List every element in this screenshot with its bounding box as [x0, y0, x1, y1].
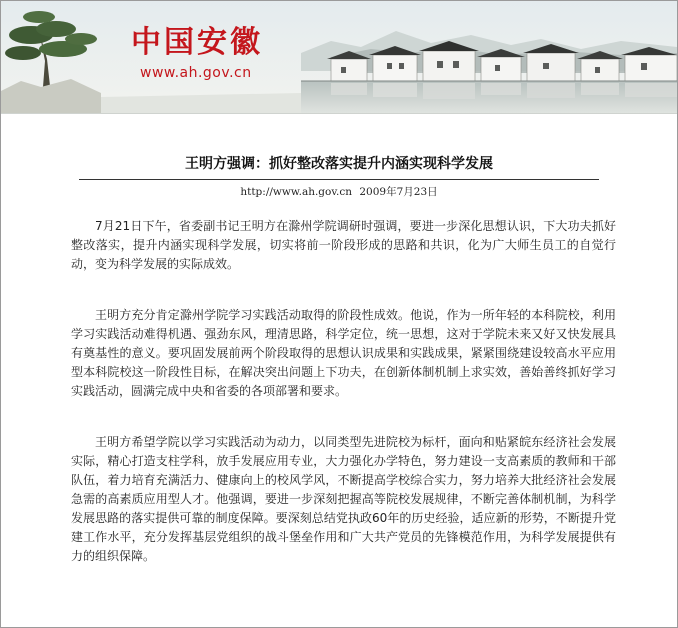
site-url: www.ah.gov.cn: [140, 65, 252, 81]
site-name: 中国安徽: [131, 25, 263, 60]
article-title: 王明方强调：抓好整改落实提升内涵实现科学发展: [185, 156, 493, 172]
article-body: [71, 217, 616, 566]
paragraph: 王明方希望学院以学习实践活动为动力，以同类型先进院校为标杆，面向和贴紧皖东经济社会发展实际，精心打造支柱学科，放手发展应用专业，大力强化办学特色，努力建设一支高素质的教师和干部队伍，着力培育充满活力、健康向上的校风学风，不断提高学校综合实力，努力培养大批经济社会发展急需的高素质应用型人才。他强调，要进一步深刻把握高等院校发展规律，不断完善体制机制，为科学发展思路的落实提供可靠的制度保障。要深刻总结党执政60年的历史经验，适应新的形势，不断提升党建工作水平，充分发挥基层党组织的战斗堡垒作用和广大共产党员的先锋模范作用，为科学发展提供有力的组织保障。: [71, 435, 616, 563]
article-meta: [1, 184, 677, 199]
title-divider: [79, 179, 599, 180]
publish-date: 2009年7月23日: [359, 186, 438, 198]
paragraph: 王明方充分肯定滁州学院学习实践活动取得的阶段性成效。他说，作为一所年轻的本科院校，利用学习实践活动难得机遇、强劲东风，理清思路，科学定位，统一思想，这对于学院未来又好又快发展具有奠基性的意义。要巩固发展前两个阶段取得的思想认识成果和实践成果，紧紧围绕建设较高水平应用型本科院校这一阶段性目标，在解决突出问题上下功夫，在创新体制机制上求实效，善始善终抓好学习实践活动，圆满完成中央和省委的各项部署和要求。: [71, 308, 616, 398]
landscape-illustration: [1, 1, 677, 113]
site-banner: [1, 1, 677, 114]
paragraph: 7月21日下午，省委副书记王明方在滁州学院调研时强调，要进一步深化思想认识，下大功夫抓好整改落实，提升内涵实现科学发展，切实将前一阶段形成的思路和共识，化为广大师生员工的自觉行动，变为科学发展的实际成效。: [71, 219, 616, 271]
source-link[interactable]: http://www.ah.gov.cn: [240, 186, 353, 198]
